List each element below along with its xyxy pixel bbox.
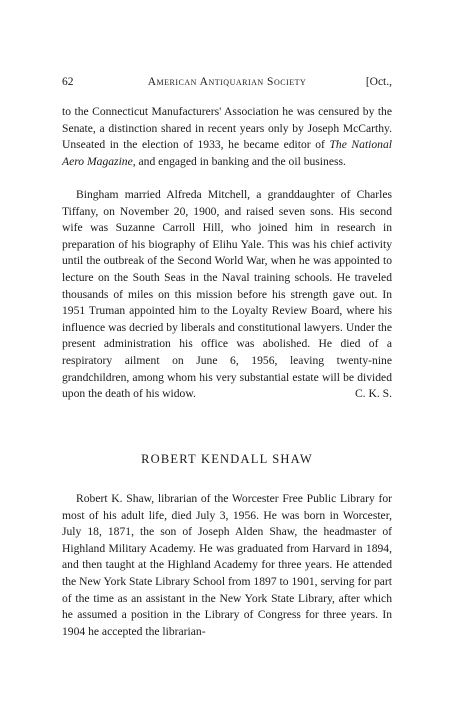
obituary-shaw [62,491,392,640]
issue-date: [Oct., [365,76,392,88]
paragraph-text: , and engaged in banking and the oil business. [132,154,346,168]
running-head [62,76,392,92]
section-heading: ROBERT KENDALL SHAW [141,452,313,466]
journal-title: American Antiquarian Society [147,76,307,88]
obituary-continuation [62,104,392,170]
page-number: 62 [62,76,74,88]
paragraph [62,187,392,403]
obituary-bingham-family [62,187,392,403]
paragraph [62,104,392,170]
magazine-title: The National Aero Magazine [62,138,392,168]
paragraph-text: Bingham married Alfreda Mitchell, a granddaughter of Charles Tiffany, on November 20, 1900, and raised seven sons. His second wife was Suzanne Carroll Hill, who joined him in research in preparation of his biography of Elihu Yale. This was his chief activity until the outbreak of the Second World War, when he was appointed to lecture on the South Seas in the Naval training schools. He traveled thousands of miles on this mission before his strength gave out. In 1951 Truman appointed him to the Loyalty Review Board, where his influence was decried by liberals and constitutional lawyers. Under the present administration his office was abolished. He died of a respiratory ailment on June 6, 1956, leaving twenty-nine grandchildren, among whom his very substantial estate will be divided upon the death of his widow. [62,188,392,401]
paragraph [62,491,392,640]
paragraph-text: Robert K. Shaw, librarian of the Worcester Free Public Library for most of his adult life, died July 3, 1956. He was born in Worcester, July 18, 1871, the son of Joseph Alden Shaw, the headmaster of Highland Military Academy. He was graduated from Harvard in 1894, and then taught at the Highland Academy for three years. He attended the New York State Library School from 1897 to 1901, serving for part of the time as an assistant in the New York State Library, after which he assumed a position in the Library of Congress for three years. In 1904 he accepted the librarian- [62,492,392,638]
author-signature: C. K. S. [354,387,392,401]
paragraph-text: to the Connecticut Manufacturers' Association he was censured by the Senate, a distinction shared in recent years only by Joseph McCarthy. Unseated in the election of 1933, he became editor of [62,105,392,152]
